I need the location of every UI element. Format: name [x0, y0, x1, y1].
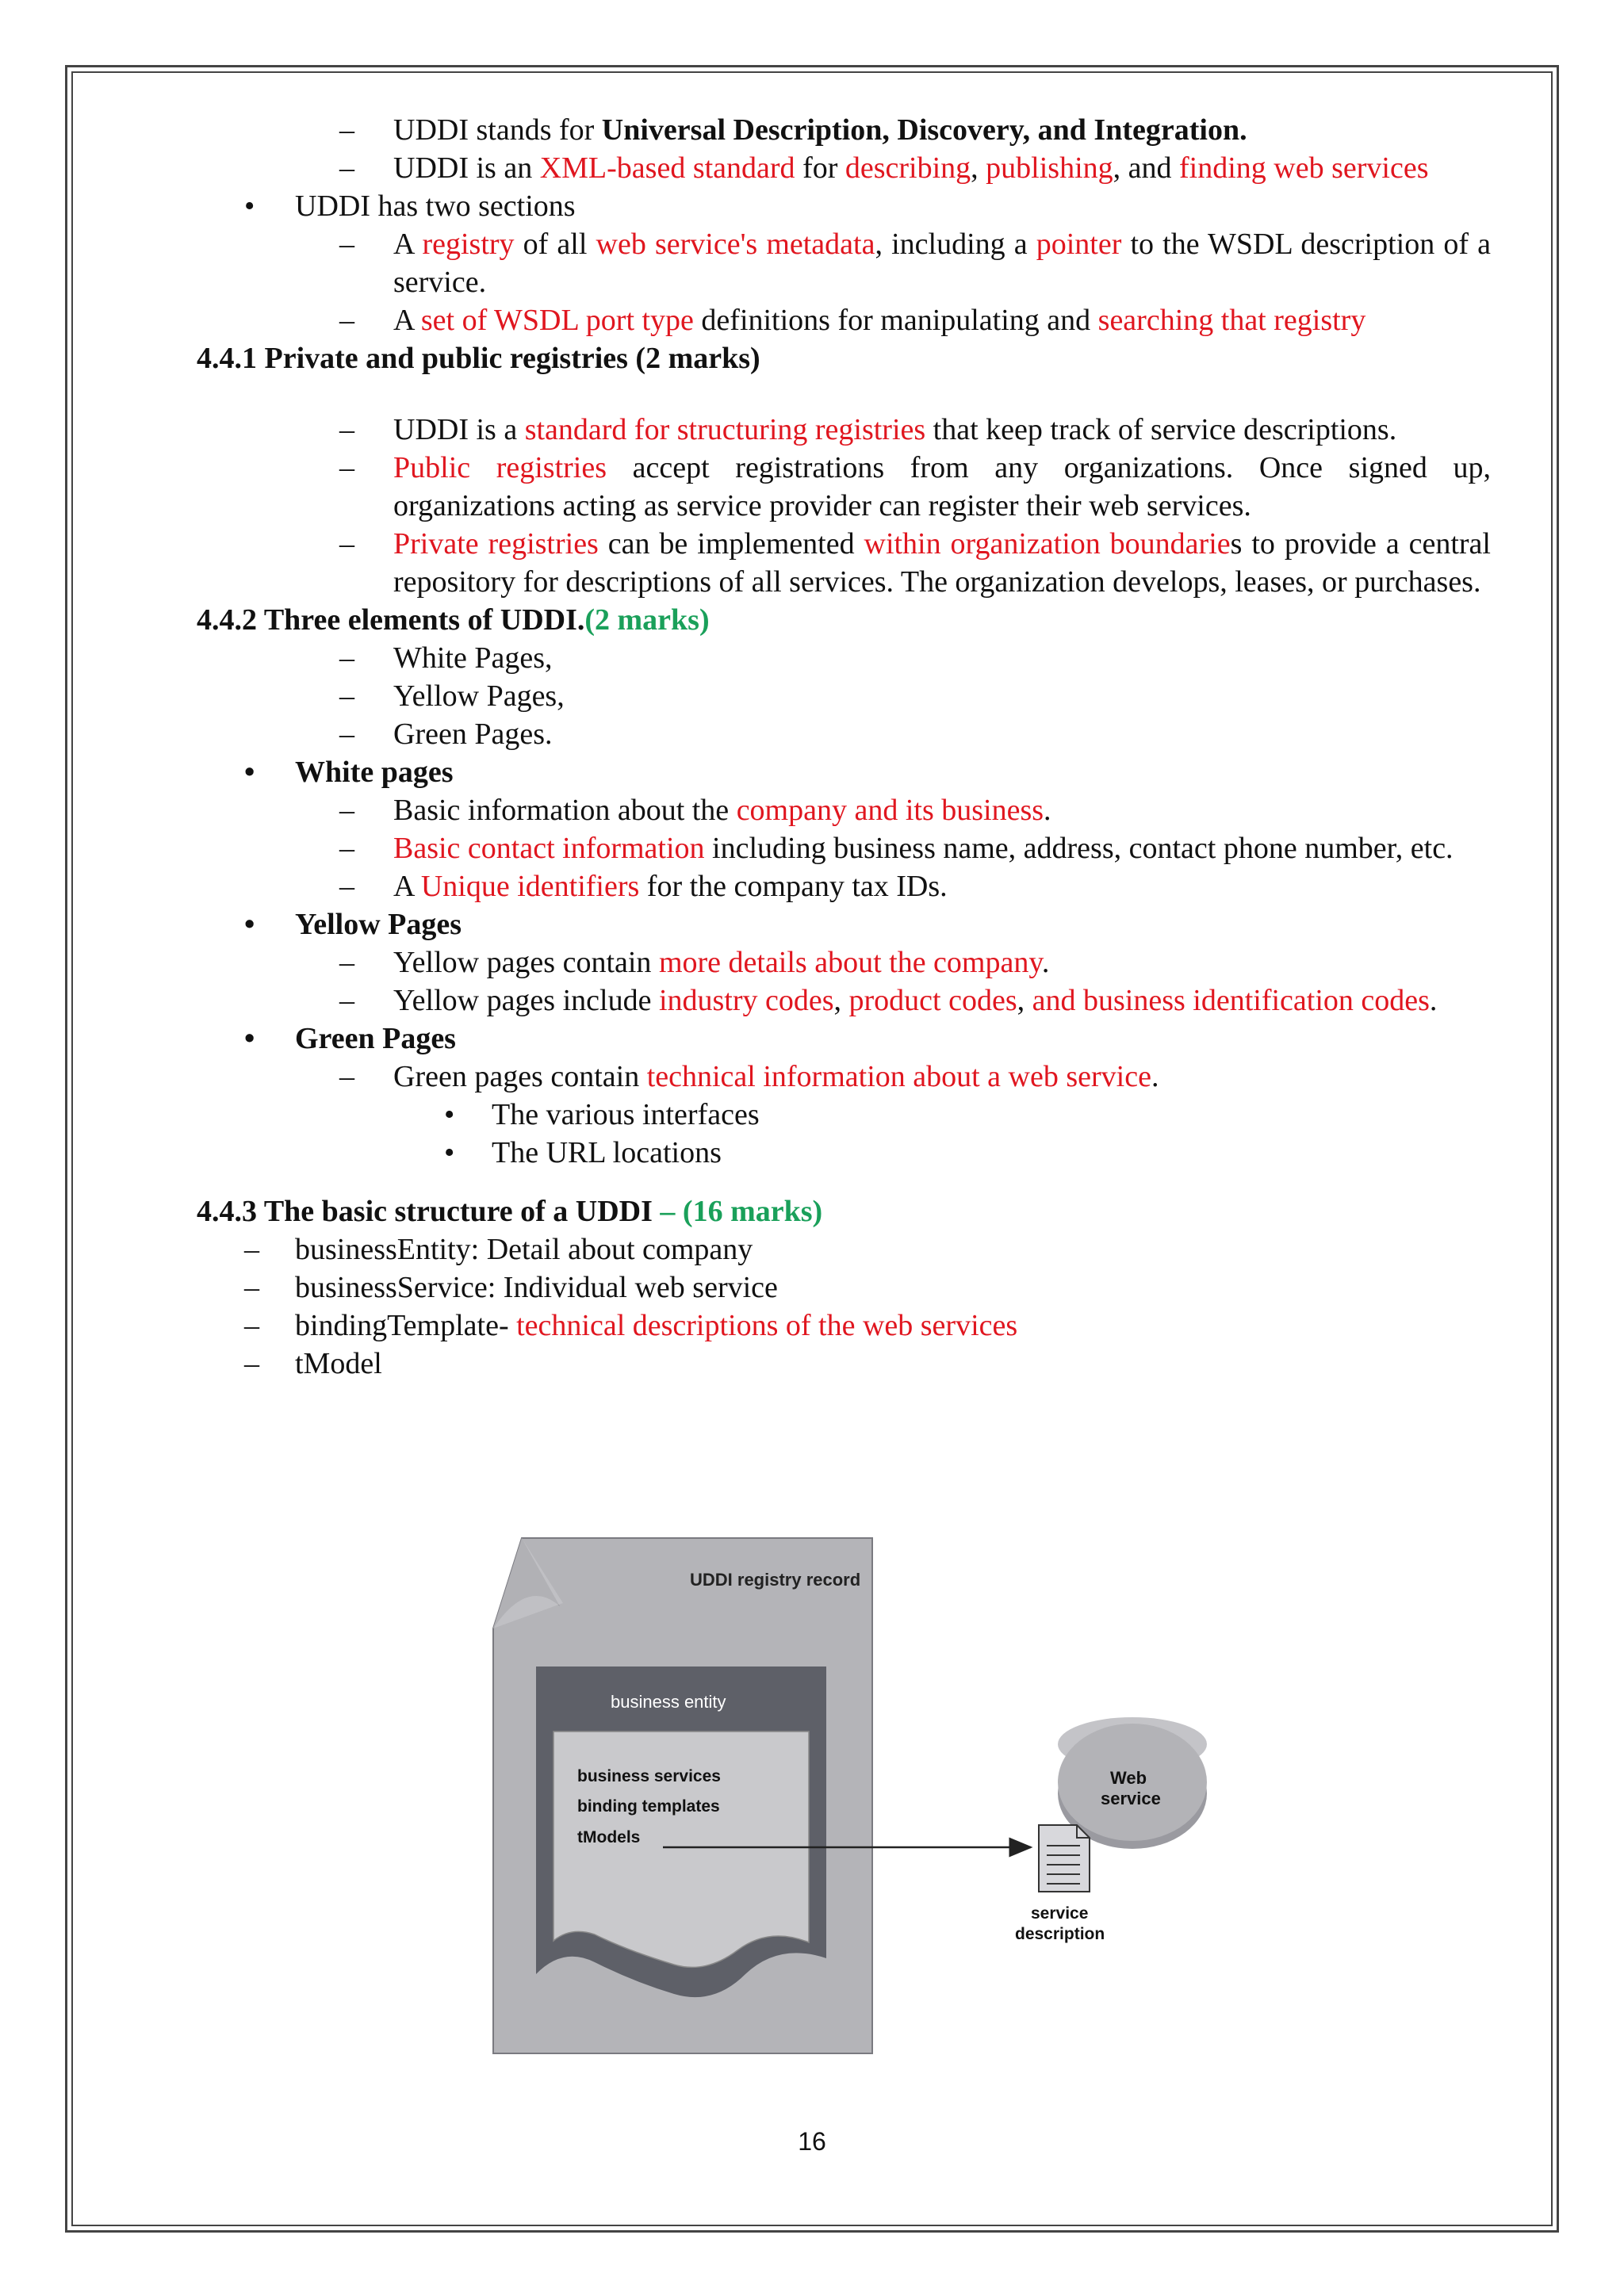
entity-title: business entity: [611, 1692, 726, 1712]
green-technical: – Green pages contain technical information about a web service.: [197, 1058, 1491, 1096]
yellow-pages-title: • Yellow Pages: [197, 905, 1491, 943]
intro-line-2: – UDDI is an XML-based standard for describing, publishing, and finding web services: [197, 149, 1491, 187]
section-registry: – A registry of all web service's metadata, including a pointer to the WSDL description of a service.: [197, 225, 1491, 301]
item-tmodels: tModels: [577, 1828, 641, 1846]
yellow-codes: – Yellow pages include industry codes, product codes, and business identification codes.: [197, 982, 1491, 1020]
white-contact-info: – Basic contact information including business name, address, contact phone number, etc.: [197, 829, 1491, 867]
green-interfaces: • The various interfaces: [197, 1096, 1491, 1134]
heading-4-4-2: 4.4.2 Three elements of UDDI.(2 marks): [197, 603, 710, 637]
registry-standard: – UDDI is a standard for structuring registries that keep track of service descriptions.: [197, 411, 1491, 449]
white-identifiers: – A Unique identifiers for the company tax IDs.: [197, 867, 1491, 905]
document-icon: [1039, 1825, 1090, 1892]
private-registries: – Private registries can be implemented within organization boundaries to provide a central repository for descriptions of all services. The organization develops, leases, or purchases.: [197, 525, 1491, 601]
structure-business-entity: – businessEntity: Detail about company: [197, 1230, 1491, 1269]
structure-tmodel: – tModel: [197, 1345, 1491, 1383]
white-pages-title: • White pages: [197, 753, 1491, 791]
structure-binding-template: – bindingTemplate- technical descriptions of the web services: [197, 1307, 1491, 1345]
white-basic-info: – Basic information about the company and its business.: [197, 791, 1491, 829]
element-white: – White Pages,: [197, 639, 1491, 677]
page-number: 16: [798, 2127, 826, 2156]
item-business-services: business services: [577, 1767, 721, 1785]
web-service-label-2: service: [1101, 1789, 1161, 1808]
service-description-label-1: service: [1031, 1904, 1089, 1923]
sections-bullet: • UDDI has two sections: [197, 187, 1491, 225]
public-registries: – Public registries accept registrations from any organizations. Once signed up, organizations acting as service provider can register their web services.: [197, 449, 1491, 525]
record-title: UDDI registry record: [690, 1570, 861, 1590]
green-pages-title: • Green Pages: [197, 1020, 1491, 1058]
element-yellow: – Yellow Pages,: [197, 677, 1491, 715]
service-description-label-2: description: [1015, 1925, 1105, 1943]
uddi-structure-diagram: [484, 1530, 1229, 2069]
green-url-locations: • The URL locations: [197, 1134, 1491, 1172]
page-content: [197, 111, 1491, 1383]
heading-4-4-3: 4.4.3 The basic structure of a UDDI – (16 marks): [197, 1195, 823, 1228]
element-green: – Green Pages.: [197, 715, 1491, 753]
item-binding-templates: binding templates: [577, 1797, 720, 1816]
web-service-label-1: Web: [1110, 1768, 1147, 1788]
yellow-details: – Yellow pages contain more details about the company.: [197, 943, 1491, 982]
intro-line-1: – UDDI stands for Universal Description, Discovery, and Integration.: [197, 111, 1491, 149]
structure-business-service: – businessService: Individual web service: [197, 1269, 1491, 1307]
section-port-types: – A set of WSDL port type definitions for manipulating and searching that registry: [197, 301, 1491, 339]
heading-4-4-1: 4.4.1 Private and public registries (2 marks): [197, 342, 760, 375]
